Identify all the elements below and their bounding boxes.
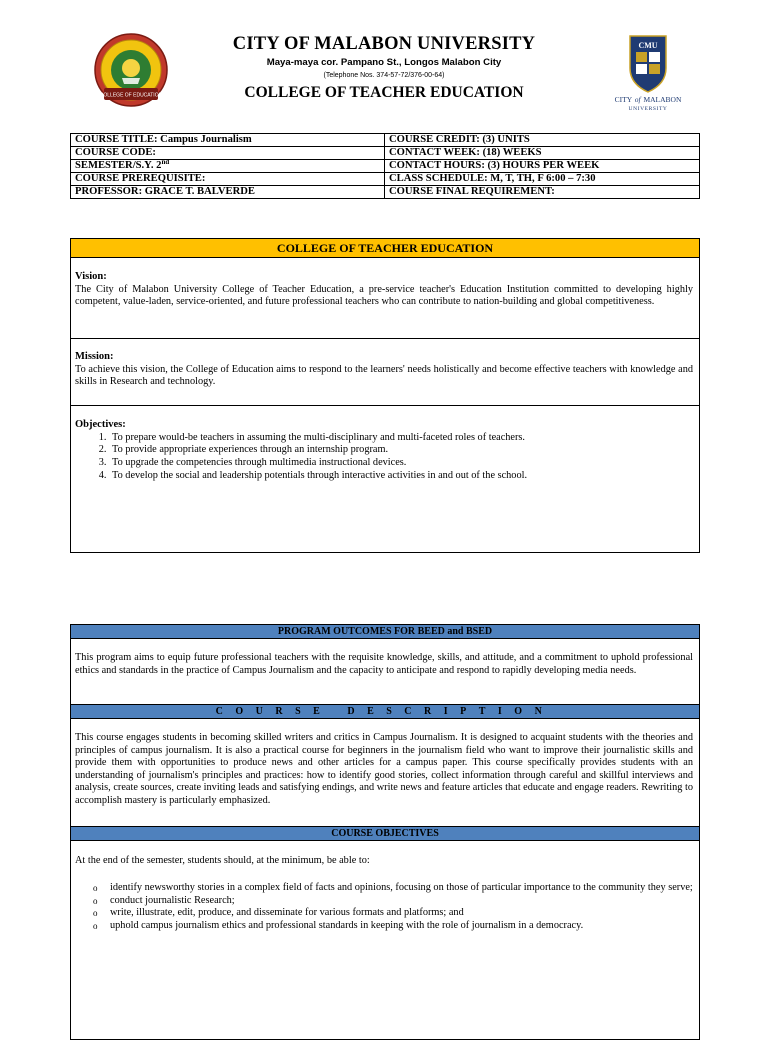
cte-section-header: COLLEGE OF TEACHER EDUCATION bbox=[70, 238, 700, 258]
course-description-header: COURSE DESCRIPTION bbox=[70, 704, 700, 719]
list-item: 3. To upgrade the competencies through multimedia instructional devices. bbox=[109, 457, 693, 470]
semester-cell: SEMESTER/S.Y. 2nd bbox=[71, 160, 385, 173]
objectives-label: Objectives: bbox=[75, 419, 126, 430]
course-objectives-block bbox=[75, 882, 693, 932]
university-address: Maya-maya cor. Pampano St., Longos Malabon City bbox=[266, 57, 502, 68]
course-prerequisite-cell: COURSE PREREQUISITE: bbox=[71, 173, 385, 186]
course-objectives-list bbox=[75, 882, 693, 932]
university-telephone: (Telephone Nos. 374-57-72/376-00-64) bbox=[323, 72, 445, 79]
table-row bbox=[71, 134, 700, 147]
list-item: 2. To provide appropriate experiences through an internship program. bbox=[109, 444, 693, 457]
contact-hours-cell: CONTACT HOURS: (3) HOURS PER WEEK bbox=[385, 160, 700, 173]
program-outcomes-header: PROGRAM OUTCOMES FOR BEED and BSED bbox=[70, 624, 700, 639]
list-item: 4. To develop the social and leadership potentials through interactive activities in and out of the school. bbox=[109, 470, 693, 483]
objectives-list bbox=[75, 432, 693, 483]
svg-text:COLLEGE OF EDUCATION: COLLEGE OF EDUCATION bbox=[99, 92, 163, 99]
college-of-education-seal-logo bbox=[90, 32, 172, 108]
vision-text: The City of Malabon University College of Teacher Education, a pre-service teacher's Education Institution committed to developing highly competent, value-laden, service-oriented, and future professional teachers who can contribute to nation-building and global competitiveness. bbox=[75, 283, 693, 307]
table-row bbox=[71, 147, 700, 160]
list-item: o write, illustrate, edit, produce, and disseminate for various formats and platforms; and bbox=[93, 907, 693, 920]
mission-label: Mission: bbox=[75, 351, 114, 362]
contact-week-cell: CONTACT WEEK: (18) WEEKS bbox=[385, 147, 700, 160]
course-code-cell: COURSE CODE: bbox=[71, 147, 385, 160]
course-objectives-box bbox=[70, 840, 700, 1040]
course-credit-cell: COURSE CREDIT: (3) UNITS bbox=[385, 134, 700, 147]
svg-text:CMU: CMU bbox=[638, 41, 658, 50]
svg-text:UNIVERSITY: UNIVERSITY bbox=[628, 106, 668, 112]
mission-text: To achieve this vision, the College of Education aims to respond to the learners' needs holistically and become effective teachers with knowledge and skills in Research and technology. bbox=[75, 363, 693, 387]
course-info-table bbox=[70, 133, 700, 199]
cmu-shield-logo bbox=[608, 32, 688, 118]
professor-cell: PROFESSOR: GRACE T. BALVERDE bbox=[71, 186, 385, 199]
table-row bbox=[71, 173, 700, 186]
college-name: COLLEGE OF TEACHER EDUCATION bbox=[244, 84, 524, 101]
list-item: 1. To prepare would-be teachers in assuming the multi-disciplinary and multi-faceted roles of teachers. bbox=[109, 432, 693, 445]
course-objectives-intro: At the end of the semester, students should, at the minimum, be able to: bbox=[75, 855, 370, 866]
table-row bbox=[71, 186, 700, 199]
program-outcomes-text: This program aims to equip future professional teachers with the requisite knowledge, skills, and attitude, and a commitment to uphold professional ethics and standards in the practice of Campus Journalism and the capacity to anticipate and respond to rapidly developing media needs. bbox=[75, 652, 693, 676]
list-item: o conduct journalistic Research; bbox=[93, 895, 693, 908]
table-row bbox=[71, 160, 700, 173]
vision-label: Vision: bbox=[75, 271, 107, 282]
course-objectives-header: COURSE OBJECTIVES bbox=[70, 826, 700, 841]
svg-text:CITY of MALABON: CITY of MALABON bbox=[614, 95, 682, 104]
vision-block bbox=[75, 271, 693, 309]
list-item: o uphold campus journalism ethics and professional standards in keeping with the role of journalism in a democracy. bbox=[93, 920, 693, 933]
course-title-cell: COURSE TITLE: Campus Journalism bbox=[71, 134, 385, 147]
mission-block bbox=[75, 351, 693, 389]
final-requirement-cell: COURSE FINAL REQUIREMENT: bbox=[385, 186, 700, 199]
class-schedule-cell: CLASS SCHEDULE: M, T, TH, F 6:00 – 7:30 bbox=[385, 173, 700, 186]
university-name: CITY OF MALABON UNIVERSITY bbox=[232, 34, 536, 54]
list-item: o identify newsworthy stories in a complex field of facts and opinions, focusing on those of particular importance to the community they serve; bbox=[93, 882, 693, 895]
objectives-block bbox=[75, 419, 693, 483]
course-description-text: This course engages students in becoming skilled writers and critics in Campus Journalism. It is designed to acquaint students with the theories and principles of campus journalism. It is also a practical course for beginners in the journalism field who want to improve their journalistic skills and provide them with opportunities to produce news and other articles for a campus paper. This course specifically provides students with an understanding of journalism's principles and practices: how to identify good stories, collect information through careful and skillful interviews and analysis, create sources, create inviting leads and satisfying endings, and write news and feature articles that educate and engage readers. Rewriting to accomplish mastery is particularly emphasized. bbox=[75, 732, 693, 806]
